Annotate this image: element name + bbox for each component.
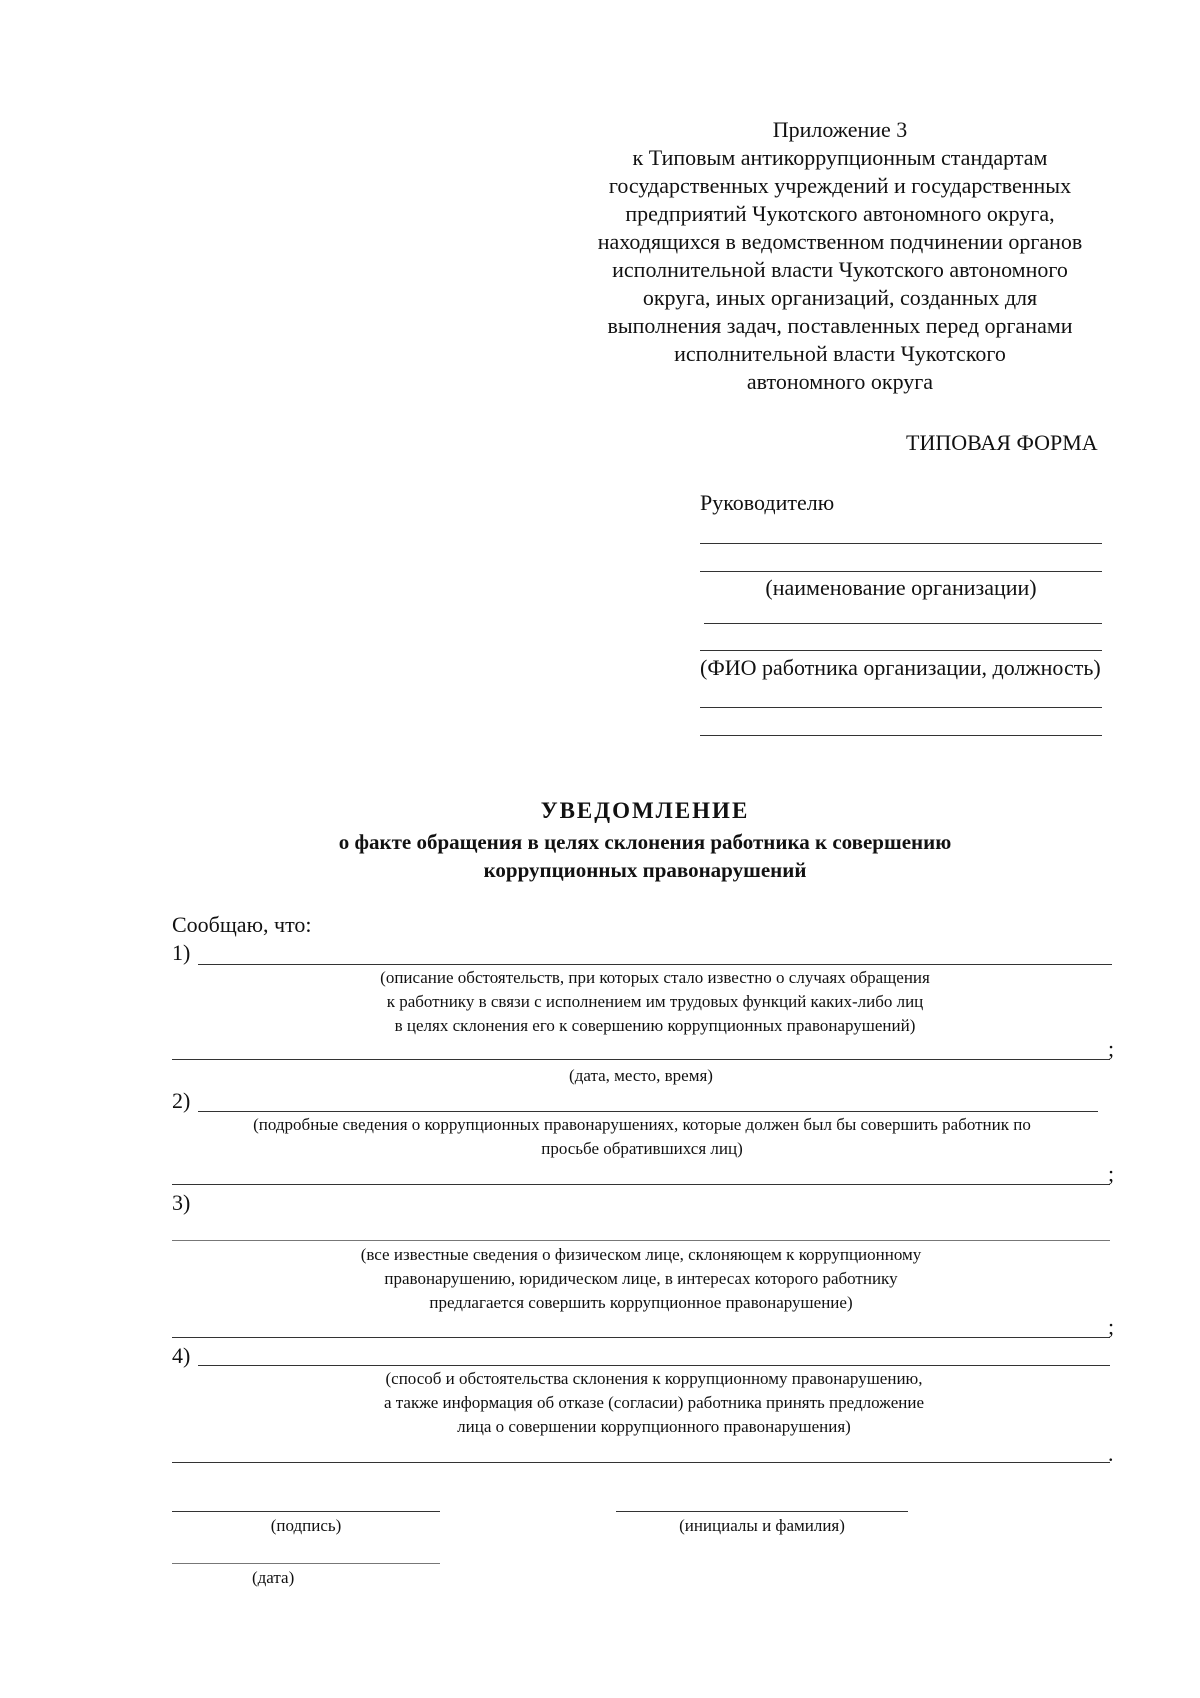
subtitle-line-1: о факте обращения в целях склонения работника к совершению [338, 830, 952, 854]
caption-line: предлагается совершить коррупционное правонарушение) [429, 1293, 853, 1312]
appendix-line: Приложение 3 [772, 117, 908, 142]
caption-line: правонарушению, юридическом лице, в интересах которого работнику [384, 1269, 898, 1288]
item-2-field-line-2[interactable] [172, 1184, 1110, 1185]
item-1-field-line[interactable] [198, 964, 1112, 965]
signature-caption: (подпись) [270, 1516, 342, 1535]
item-2-end-mark: ; [1108, 1161, 1115, 1186]
name-caption: (инициалы и фамилия) [679, 1516, 845, 1535]
signature-field-line[interactable] [172, 1511, 440, 1512]
date-field-line[interactable] [172, 1563, 440, 1564]
appendix-line: исполнительной власти Чукотского [674, 341, 1006, 366]
document-title: УВЕДОМЛЕНИЕ [540, 798, 750, 823]
caption-line: (все известные сведения о физическом лице, склоняющем к коррупционному [360, 1245, 922, 1264]
caption-line: просьбе обратившихся лиц) [541, 1139, 743, 1158]
item-4-number: 4) [172, 1343, 191, 1368]
item-4-caption [198, 1367, 1110, 1439]
employee-field-line-4[interactable] [700, 735, 1102, 736]
org-name-field-line-2[interactable] [700, 571, 1102, 572]
recipient-label: Руководителю [700, 490, 835, 515]
caption-line: (способ и обстоятельства склонения к коррупционному правонарушению, [385, 1369, 923, 1388]
org-name-caption: (наименование организации) [765, 575, 1037, 600]
item-3-field-line-2[interactable] [172, 1337, 1110, 1338]
employee-caption: (ФИО работника организации, должность) [700, 655, 1101, 680]
caption-line: к работнику в связи с исполнением им трудовых функций каких-либо лиц [386, 992, 924, 1011]
item-3-field-line[interactable] [172, 1240, 1110, 1241]
item-3-end-mark: ; [1108, 1314, 1115, 1339]
employee-field-line-3[interactable] [700, 707, 1102, 708]
appendix-line: к Типовым антикоррупционным стандартам [632, 145, 1048, 170]
employee-field-line-2[interactable] [700, 650, 1102, 651]
subtitle-line-2: коррупционных правонарушений [483, 858, 807, 882]
item-2-field-line[interactable] [198, 1111, 1098, 1112]
item-1-end-mark: ; [1108, 1036, 1115, 1061]
caption-line: в целях склонения его к совершению коррупционных правонарушений) [394, 1016, 916, 1035]
employee-field-line-1[interactable] [704, 623, 1102, 624]
item-4-end-mark: . [1108, 1441, 1114, 1466]
name-field-line[interactable] [616, 1511, 908, 1512]
item-1-number: 1) [172, 940, 191, 965]
appendix-line: исполнительной власти Чукотского автономного [612, 257, 1068, 282]
org-name-field-line-1[interactable] [700, 543, 1102, 544]
item-2-number: 2) [172, 1088, 191, 1113]
item-3-number: 3) [172, 1190, 191, 1215]
appendix-line: государственных учреждений и государственных [608, 173, 1072, 198]
item-3-caption [172, 1243, 1110, 1315]
intro-text: Сообщаю, что: [172, 912, 312, 937]
appendix-line: выполнения задач, поставленных перед органами [607, 313, 1073, 338]
caption-line: (описание обстоятельств, при которых стало известно о случаях обращения [380, 968, 930, 987]
item-4-field-line-2[interactable] [172, 1462, 1110, 1463]
appendix-header [560, 116, 1120, 396]
item-1-caption [198, 966, 1112, 1038]
item-2-caption [172, 1113, 1112, 1161]
item-1-field-line-2[interactable] [172, 1059, 1110, 1060]
appendix-line: округа, иных организаций, созданных для [642, 285, 1038, 310]
appendix-line: находящихся в ведомственном подчинении органов [597, 229, 1083, 254]
date-caption: (дата) [252, 1568, 295, 1587]
caption-line: а также информация об отказе (согласии) работника принять предложение [384, 1393, 924, 1412]
caption-line: (подробные сведения о коррупционных правонарушениях, которые должен был бы совершить работник по [253, 1115, 1031, 1134]
document-subtitle [170, 828, 1120, 884]
item-1-date-caption: (дата, место, время) [569, 1066, 713, 1085]
appendix-line: автономного округа [746, 369, 934, 394]
caption-line: лица о совершении коррупционного правонарушения) [457, 1417, 851, 1436]
form-type-label: ТИПОВАЯ ФОРМА [906, 430, 1098, 455]
appendix-line: предприятий Чукотского автономного округа, [625, 201, 1055, 226]
item-4-field-line[interactable] [198, 1365, 1110, 1366]
